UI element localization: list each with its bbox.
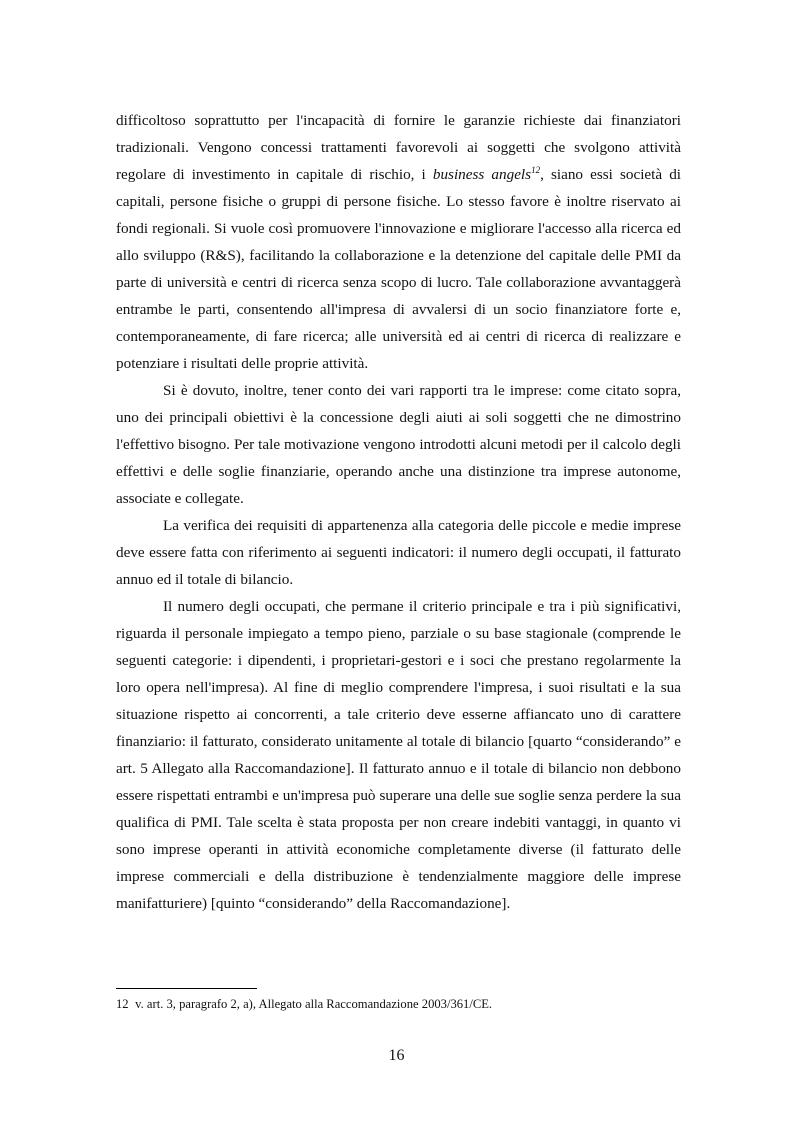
footnote-number: 12: [116, 997, 129, 1011]
paragraph-1-after: , siano essi società di capitali, persone fisiche o gruppi di persone fisiche. Lo stesso favore è inoltre riservato ai fondi regionali. Si vuole così promuovere l'innovazione e migliorare l'accesso alla ricerca ed allo sviluppo (R&S), facilitando la collaborazione e la detenzione del capitale delle PMI da parte di università e centri di ricerca senza scopo di lucro. Tale collaborazione avvantaggerà entrambe le parti, consentendo all'impresa di avvalersi di un socio finanziatore forte e, contemporaneamente, di fare ricerca; alle università ed ai centri di ricerca di realizzare e potenziare i risultati delle proprie attività.: [116, 166, 682, 372]
business-angels-term: business angels: [432, 166, 532, 183]
footnote-separator: [116, 988, 257, 989]
paragraph-1: [116, 107, 681, 377]
page-number: 16: [388, 1047, 405, 1064]
footnote-12: [116, 996, 681, 1012]
paragraph-2: Si è dovuto, inoltre, tener conto dei vari rapporti tra le imprese: come citato sopra, uno dei principali obiettivi è la concessione degli aiuti ai soli soggetti che ne dimostrino l'effettivo bisogno. Per tale motivazione vengono introdotti alcuni metodi per il calcolo degli effettivi e delle soglie finanziarie, operando anche una distinzione tra imprese autonome, associate e collegate.: [116, 382, 681, 507]
paragraph-3: La verifica dei requisiti di appartenenza alla categoria delle piccole e medie imprese deve essere fatta con riferimento ai seguenti indicatori: il numero degli occupati, il fatturato annuo ed il totale di bilancio.: [116, 517, 681, 588]
page-body: [116, 107, 681, 917]
paragraph-4: Il numero degli occupati, che permane il criterio principale e tra i più significativi, riguarda il personale impiegato a tempo pieno, parziale o su base stagionale (comprende le seguenti categorie: i dipendenti, i proprietari-gestori e i soci che prestano regolarmente la loro opera nell'impresa). Al fine di meglio comprendere l'impresa, i suoi risultati e la sua situazione rispetto ai concorrenti, a tale criterio deve esserne affiancato uno di carattere finanziario: il fatturato, considerato unitamente al totale di bilancio [quarto “considerando” e art. 5 Allegato alla Raccomandazione]. Il fatturato annuo e il totale di bilancio non debbono essere rispettati entrambi e un'impresa può superare una delle sue soglie senza perdere la sua qualifica di PMI. Tale scelta è stata proposta per non creare indebiti vantaggi, in quanto vi sono imprese operanti in attività economiche completamente diverse (il fatturato delle imprese commerciali e della distribuzione è tendenzialmente maggiore delle imprese manifatturiere) [quinto “considerando” della Raccomandazione].: [116, 598, 681, 912]
footnote-ref-12[interactable]: 12: [531, 164, 541, 175]
paragraph-1-before: difficoltoso soprattutto per l'incapacità di fornire le garanzie richieste dai finanziatori tradizionali. Vengono concessi trattamenti favorevoli ai soggetti che svolgono attività regolare di investimento in capitale di rischio, i: [116, 112, 681, 183]
footnote-text: v. art. 3, paragrafo 2, a), Allegato alla Raccomandazione 2003/361/CE.: [135, 997, 493, 1011]
